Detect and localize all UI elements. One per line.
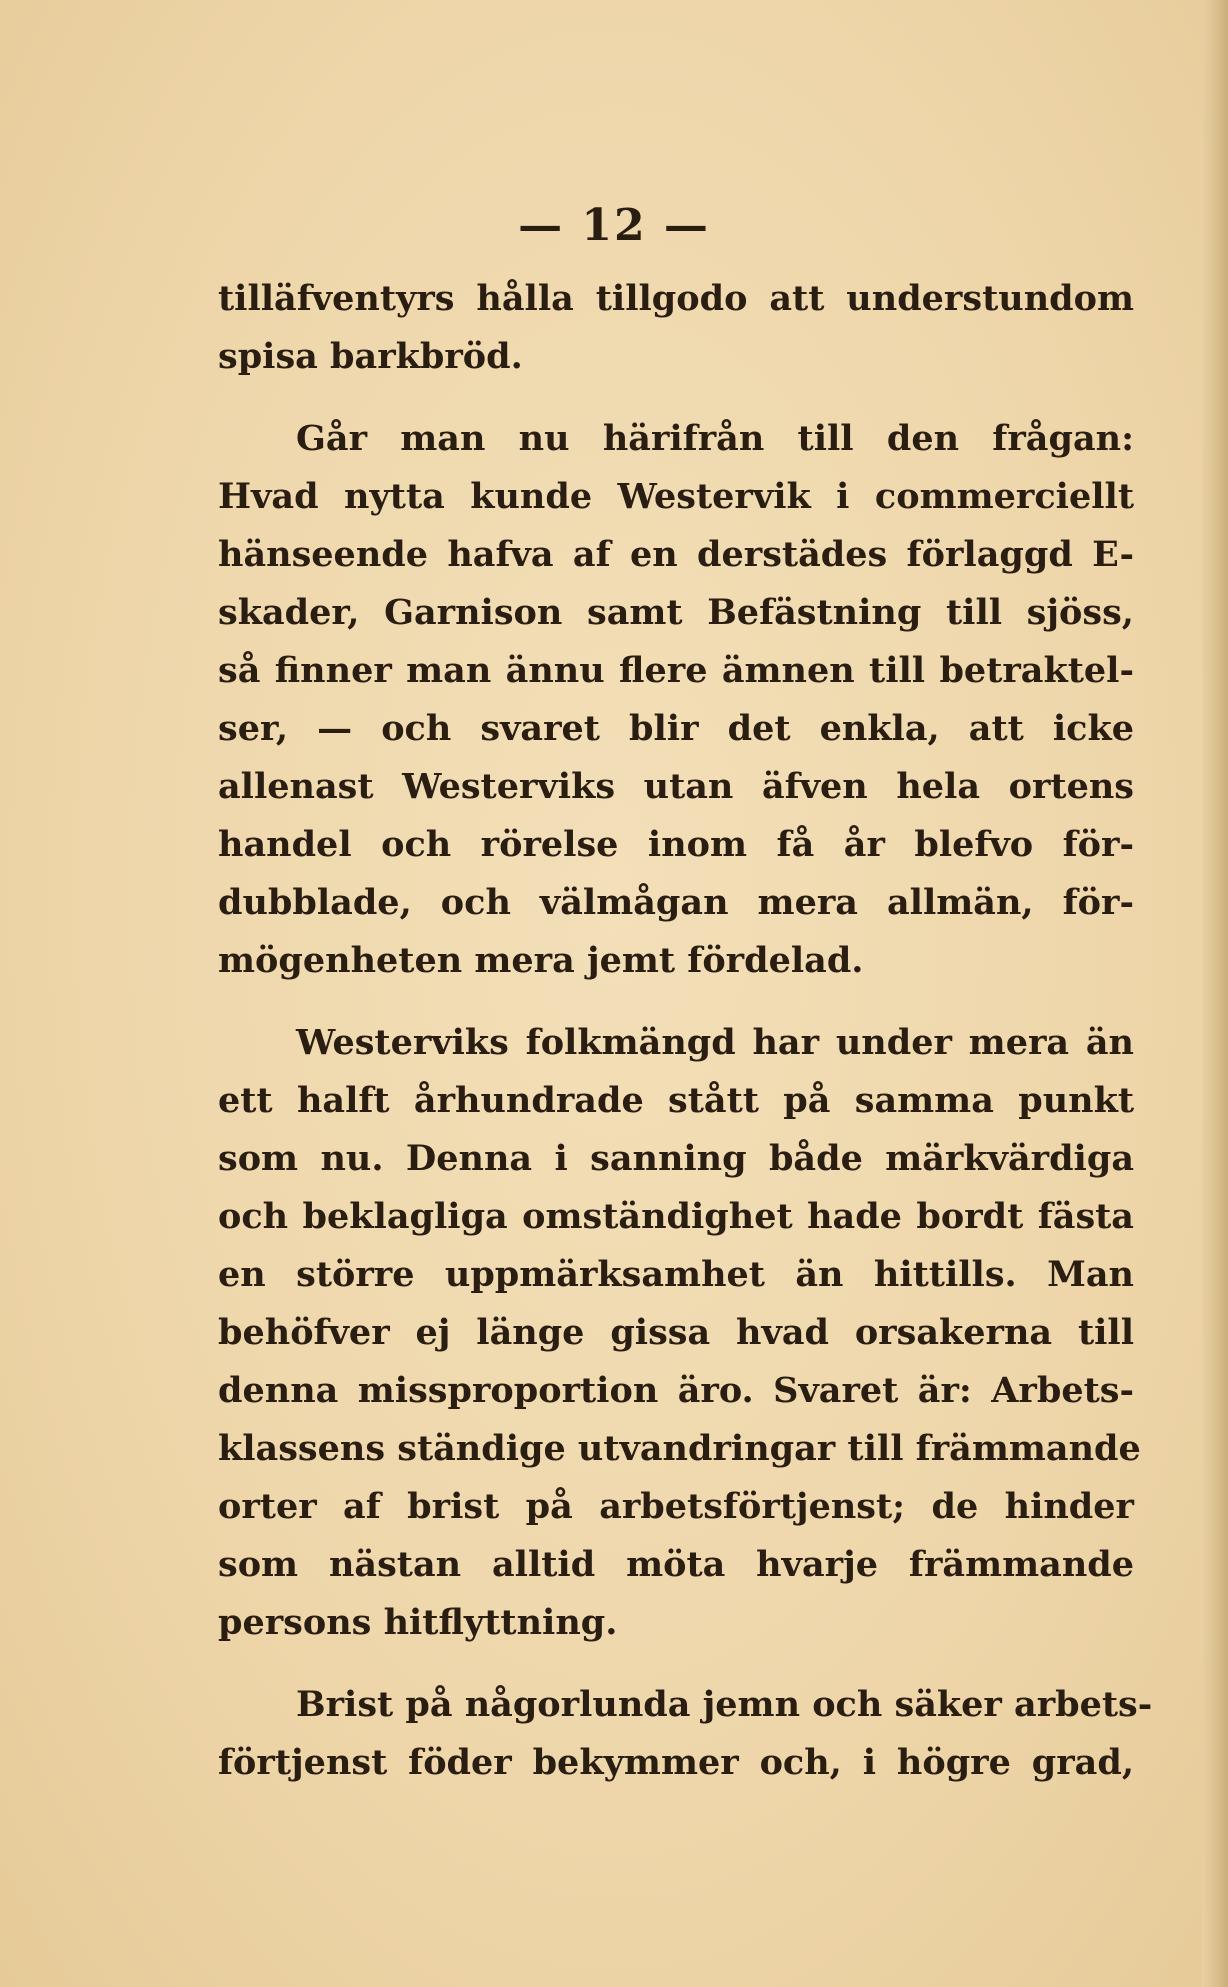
text-line: behöfver ej länge gissa hvad orsakerna till (218, 1312, 1134, 1353)
text-line: persons hitflyttning. (218, 1602, 618, 1643)
text-line: denna missproportion äro. Svaret är: Arbets- (218, 1370, 1134, 1411)
text-line: som nästan alltid möta hvarje främmande (218, 1544, 1134, 1585)
text-line: ett halft århundrade stått på samma punkt (218, 1080, 1134, 1121)
text-line: som nu. Denna i sanning både märkvärdiga (218, 1138, 1134, 1179)
text-line: hänseende hafva af en derstädes förlaggd E- (218, 534, 1134, 575)
text-line: Westerviks folkmängd har under mera än (296, 1022, 1134, 1063)
text-line: skader, Garnison samt Befästning till sjöss, (218, 592, 1134, 633)
text-line: allenast Westerviks utan äfven hela ortens (218, 766, 1134, 807)
paragraph (218, 410, 1134, 990)
body-text (218, 270, 1153, 1792)
text-line: orter af brist på arbetsförtjenst; de hinder (218, 1486, 1134, 1527)
page-number-header: — 12 — (518, 200, 710, 251)
text-line: spisa barkbröd. (218, 336, 523, 377)
text-line: ser, — och svaret blir det enkla, att icke (218, 708, 1134, 749)
text-line: och beklagliga omständighet hade bordt fästa (218, 1196, 1134, 1237)
paragraph (218, 1676, 1153, 1792)
text-line: tilläfventyrs hålla tillgodo att understundom (218, 278, 1134, 319)
text-line: Hvad nytta kunde Westervik i commerciellt (218, 476, 1134, 517)
text-line: en större uppmärksamhet än hittills. Man (218, 1254, 1134, 1295)
text-line: så finner man ännu flere ämnen till betraktel- (218, 650, 1134, 691)
paragraph (218, 1014, 1141, 1652)
text-line: mögenheten mera jemt fördelad. (218, 940, 864, 981)
paragraph (218, 270, 1134, 386)
page-edge (1202, 0, 1228, 1987)
text-line: Går man nu härifrån till den frågan: (296, 418, 1134, 459)
text-line: klassens ständige utvandringar till främmande (218, 1428, 1141, 1469)
text-line: förtjenst föder bekymmer och, i högre grad, (218, 1742, 1134, 1783)
text-line: dubblade, och välmågan mera allmän, för- (218, 882, 1134, 923)
text-line: Brist på någorlunda jemn och säker arbets- (296, 1684, 1153, 1725)
text-line: handel och rörelse inom få år blefvo för- (218, 824, 1134, 865)
